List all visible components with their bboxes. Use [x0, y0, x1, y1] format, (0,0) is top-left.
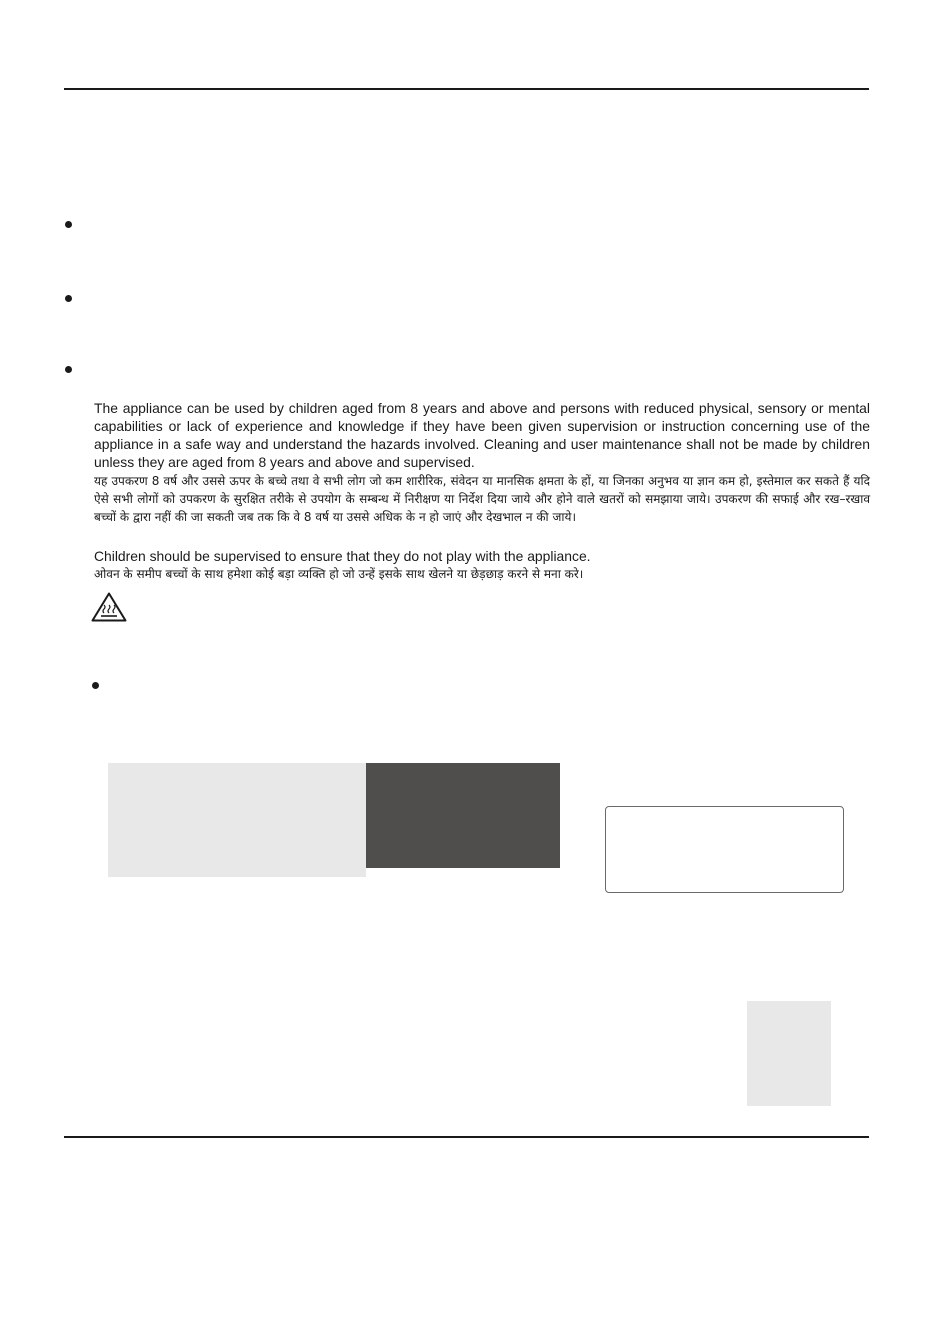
top-rule: [64, 88, 869, 90]
warning-text-en-1: The appliance can be used by children aged from 8 years and above and persons with reduced physical, sensory or mental capabilities or lack of experience and knowledge if they have been given supervision or instruction concerning use of the appliance in a safe way and understand the hazards involved. Cleaning and user maintenance shall not be made by children unless they are aged from 8 years and above and supervised.: [94, 400, 870, 470]
dark-gray-block: [366, 763, 560, 868]
bottom-rule: [64, 1136, 869, 1138]
warning-text-hi-1: यह उपकरण 8 वर्ष और उससे ऊपर के बच्चे तथा वे सभी लोग जो कम शारीरिक, संवेदन या मानसिक क्षमता के हों, या जिनका अनुभव या ज्ञान कम हो, इस्तेमाल कर सकते हैं यदि ऐसे सभी लोगों को उपकरण के सुरक्षित तरीके से उपयोग के सम्बन्ध में निरीक्षण या निर्देश दिया जाये और होने वाले खतरों को समझाया जाये। उपकरण की सफाई और रख–रखाव बच्चों के द्वारा नहीं की जा सकती जब तक कि वे 8 वर्ष या उससे अधिक के न हो जाएं और देखभाल न की जाये।: [94, 474, 870, 524]
warning-text-en-2: Children should be supervised to ensure that they do not play with the appliance.: [94, 548, 591, 564]
hot-surface-warning-icon: [91, 592, 127, 622]
light-gray-block: [108, 763, 366, 877]
bullet-2: [65, 295, 72, 302]
outlined-box: [605, 806, 844, 893]
bullet-1: [65, 221, 72, 228]
warning-text-hi-2: ओवन के समीप बच्चों के साथ हमेशा कोई बड़ा व्यक्ति हो जो उन्हें इसके साथ खेलने या छेड़छाड़ करने से मना करे।: [94, 567, 584, 581]
bullet-3: [65, 366, 72, 373]
small-gray-block: [747, 1001, 831, 1106]
bullet-4: [92, 682, 99, 689]
